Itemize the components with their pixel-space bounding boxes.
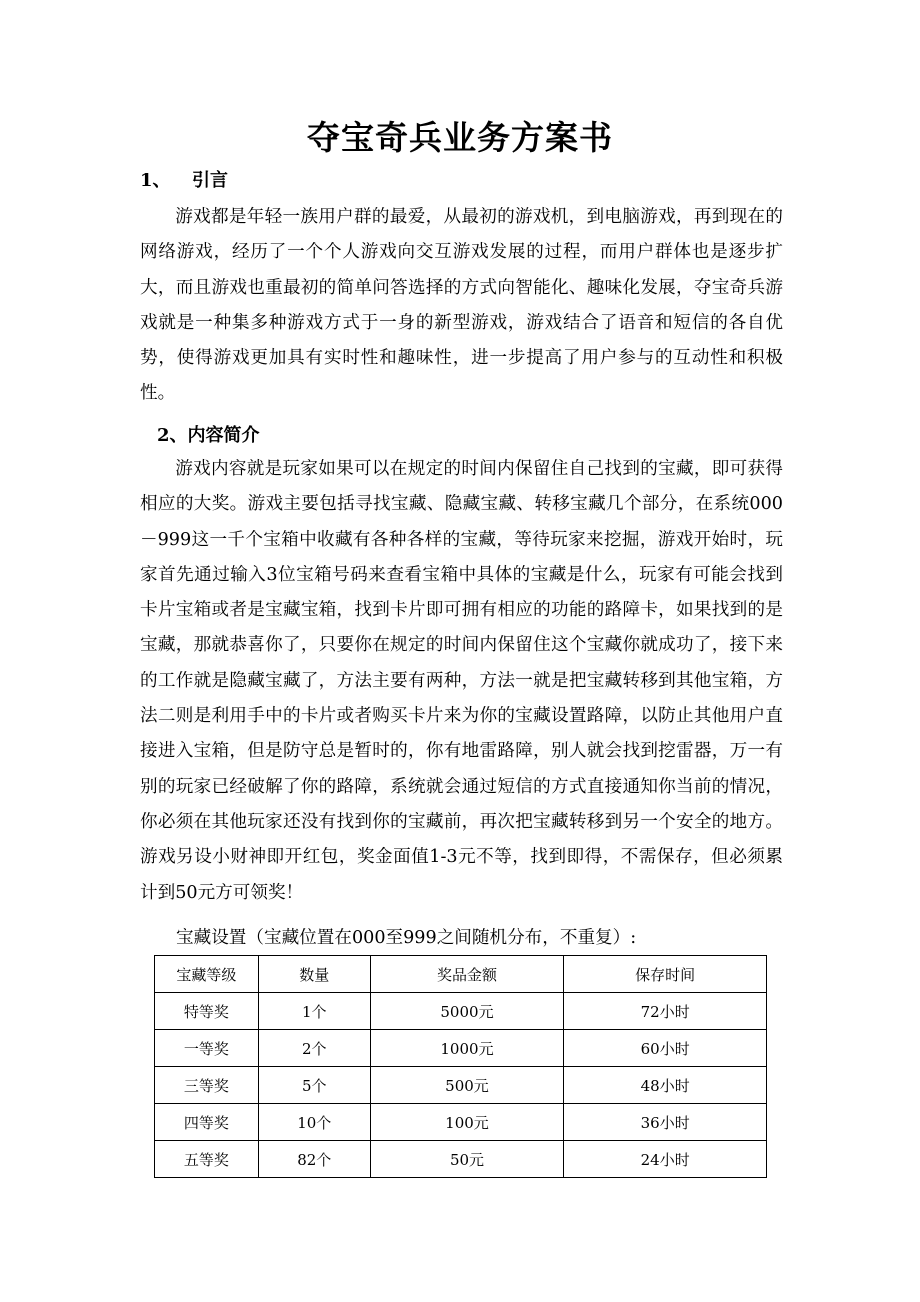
table-row <box>155 1104 767 1141</box>
table-cell: 82个 <box>258 1141 370 1178</box>
header-cell: 数量 <box>258 956 370 993</box>
section-2-heading: 2、内容简介 <box>157 425 260 446</box>
table-cell: 三等奖 <box>155 1067 259 1104</box>
table-cell: 10个 <box>258 1104 370 1141</box>
section-1-heading <box>140 166 228 192</box>
table-cell: 1个 <box>258 993 370 1030</box>
table-caption: 宝藏设置（宝藏位置在000至999之间随机分布，不重复）: <box>176 928 637 948</box>
table-cell: 24小时 <box>564 1141 767 1178</box>
table-cell: 36小时 <box>564 1104 767 1141</box>
header-cell: 保存时间 <box>564 956 767 993</box>
table-header-row <box>155 956 767 993</box>
table-cell: 500元 <box>370 1067 564 1104</box>
table-cell: 48小时 <box>564 1067 767 1104</box>
table-cell: 60小时 <box>564 1030 767 1067</box>
table-cell: 72小时 <box>564 993 767 1030</box>
table-cell: 5000元 <box>370 993 564 1030</box>
intro-paragraph: 游戏都是年轻一族用户群的最爱，从最初的游戏机，到电脑游戏，再到现在的网络游戏，经历了一个个人游戏向交互游戏发展的过程，而用户群体也是逐步扩大，而且游戏也重最初的简单问答选择的方式向智能化、趣味化发展，夺宝奇兵游戏就是一种集多种游戏方式于一身的新型游戏，游戏结合了语音和短信的各自优势，使得游戏更加具有实时性和趣味性，进一步提高了用户参与的互动性和积极性。 <box>140 207 783 404</box>
table-cell: 一等奖 <box>155 1030 259 1067</box>
treasure-table <box>154 955 767 1178</box>
table-cell: 2个 <box>258 1030 370 1067</box>
content-paragraph: 游戏内容就是玩家如果可以在规定的时间内保留住自己找到的宝藏，即可获得相应的大奖。游戏主要包括寻找宝藏、隐藏宝藏、转移宝藏几个部分，在系统000－999这一千个宝箱中收藏有各种各样的宝藏，等待玩家来挖掘，游戏开始时，玩家首先通过输入3位宝箱号码来查看宝箱中具体的宝藏是什么，玩家有可能会找到卡片宝箱或者是宝藏宝箱，找到卡片即可拥有相应的功能的路障卡，如果找到的是宝藏，那就恭喜你了，只要你在规定的时间内保留住这个宝藏你就成功了，接下来的工作就是隐藏宝藏了，方法主要有两种，方法一就是把宝藏转移到其他宝箱，方法二则是利用手中的卡片或者购买卡片来为你的宝藏设置路障，以防止其他用户直接进入宝箱，但是防守总是暂时的，你有地雷路障，别人就会找到挖雷器，万一有别的玩家已经破解了你的路障，系统就会通过短信的方式直接通知你当前的情况，你必须在其他玩家还没有找到你的宝藏前，再次把宝藏转移到另一个安全的地方。游戏另设小财神即开红包，奖金面值1-3元不等，找到即得，不需保存，但必须累计到50元方可领奖！ <box>140 459 783 903</box>
table-row <box>155 1067 767 1104</box>
section-1-title: 引言 <box>192 170 228 191</box>
table-row <box>155 993 767 1030</box>
table-cell: 特等奖 <box>155 993 259 1030</box>
table-cell: 五等奖 <box>155 1141 259 1178</box>
table-cell: 50元 <box>370 1141 564 1178</box>
document-title: 夺宝奇兵业务方案书 <box>307 118 613 157</box>
header-cell: 宝藏等级 <box>155 956 259 993</box>
header-cell: 奖品金额 <box>370 956 564 993</box>
table-cell: 1000元 <box>370 1030 564 1067</box>
table-row <box>155 1030 767 1067</box>
table-cell: 100元 <box>370 1104 564 1141</box>
section-1-number: 1、 <box>140 170 171 191</box>
table-cell: 5个 <box>258 1067 370 1104</box>
table-cell: 四等奖 <box>155 1104 259 1141</box>
table-row <box>155 1141 767 1178</box>
